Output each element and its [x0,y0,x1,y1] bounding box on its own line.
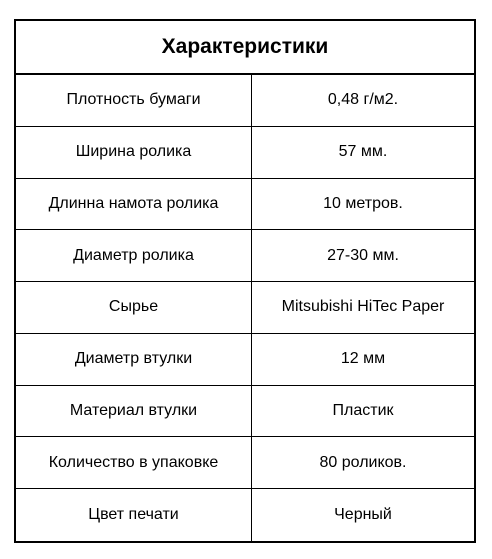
row-value: Пластик [332,402,394,420]
row-value: 57 мм. [338,143,388,161]
table-row [16,489,474,541]
row-value: 10 метров. [323,194,403,212]
table-row [16,179,474,231]
row-label: Диаметр ролика [16,230,252,281]
table-row [16,334,474,386]
row-value: 80 роликов. [319,453,407,471]
row-value: 12 мм [340,350,386,368]
row-value: Mitsubishi HiTec Paper [281,298,445,316]
table-row [16,127,474,179]
row-label: Длинна намота ролика [16,179,252,230]
row-label: Сырье [16,282,252,333]
row-value: Черный [334,506,392,524]
row-label: Материал втулки [16,386,252,437]
row-value: 27-30 мм. [327,246,399,264]
row-label: Плотность бумаги [16,75,252,126]
row-label: Количество в упаковке [16,437,252,488]
table-row [16,75,474,127]
row-label: Цвет печати [16,489,252,541]
table-title: Характеристики [16,21,474,75]
specifications-table [14,19,476,543]
row-label: Диаметр втулки [16,334,252,385]
row-value: 0,48 г/м2. [327,91,399,109]
table-row [16,437,474,489]
row-label: Ширина ролика [16,127,252,178]
table-row [16,230,474,282]
table-row [16,386,474,438]
table-row [16,282,474,334]
